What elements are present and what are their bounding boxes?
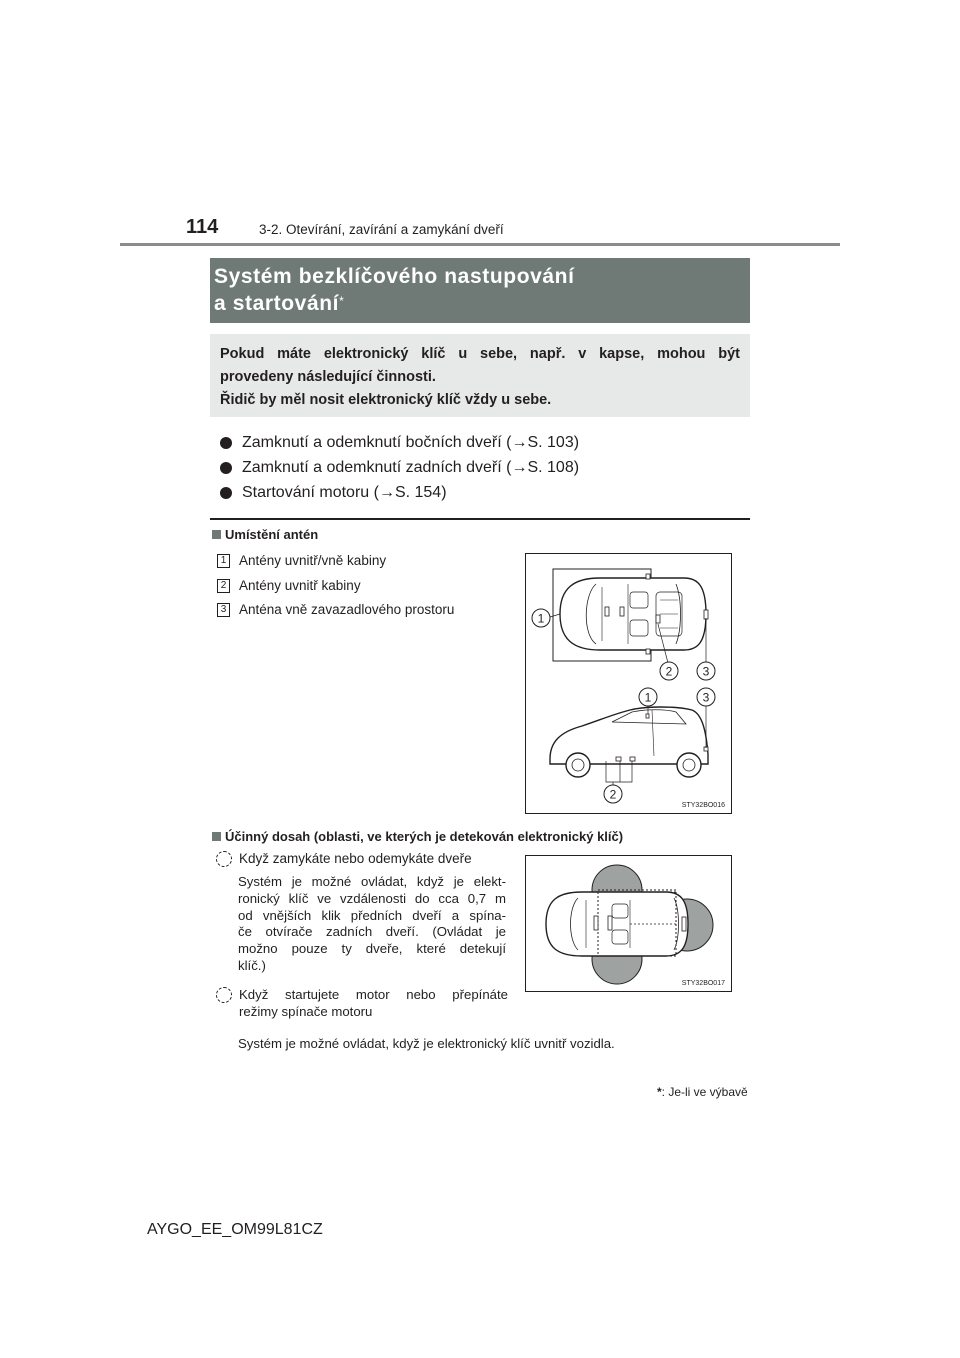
number-badge: 1 bbox=[217, 554, 230, 568]
range-diagram bbox=[526, 856, 731, 991]
antenna-figure bbox=[525, 553, 732, 814]
callout-3: 3 bbox=[702, 664, 710, 679]
feature-list bbox=[220, 430, 579, 505]
section-title: 3-2. Otevírání, zavírání a zamykání dveří bbox=[259, 222, 504, 237]
intro-line-3: Řidič by měl nosit elektronický klíč vždy u sebe. bbox=[220, 392, 552, 408]
bullet-icon bbox=[220, 437, 232, 449]
list-item: Startování motoru (→S. 154) bbox=[220, 480, 579, 505]
asterisk-mark: * bbox=[657, 1085, 662, 1099]
document-code: AYGO_EE_OM99L81CZ bbox=[147, 1221, 323, 1238]
dashed-circle-icon bbox=[216, 987, 232, 1003]
range-engine-text: Systém je možné ovládat, když je elektronický klíč uvnitř vozidla. bbox=[238, 1036, 615, 1051]
square-bullet-icon bbox=[212, 832, 221, 841]
callout-1-side: 1 bbox=[644, 690, 652, 705]
antenna-list bbox=[217, 549, 454, 623]
range-doors-text: Systém je možné ovládat, když je elekt- ronický klíč ve vzdálenosti do cca 0,7 m od vnějších klik předních dveří a spína- če otvírače zadních dveří. (Ovládat je možno pouze ty dveře, které detekují klíč.) bbox=[238, 874, 506, 973]
list-item: 3 Anténa vně zavazadlového prostoru bbox=[217, 598, 454, 623]
intro-line-2: provedeny následující činnosti. bbox=[220, 369, 436, 385]
square-bullet-icon bbox=[212, 530, 221, 539]
intro-line-1: Pokud máte elektronický klíč u sebe, např. v kapse, mohou být bbox=[220, 346, 740, 362]
intro-box bbox=[210, 334, 750, 417]
range-figure bbox=[525, 855, 732, 992]
header-rule bbox=[120, 243, 840, 246]
callout-2: 2 bbox=[665, 664, 673, 679]
callout-2-side: 2 bbox=[609, 787, 617, 802]
asterisk-mark: * bbox=[339, 294, 345, 308]
figure-code: STY32BO017 bbox=[681, 980, 725, 987]
number-badge: 2 bbox=[217, 579, 230, 593]
list-item: 1 Antény uvnitř/vně kabiny bbox=[217, 549, 454, 574]
dashed-circle-icon bbox=[216, 851, 232, 867]
range-heading: Účinný dosah (oblasti, ve kterých je detekován elektronický klíč) bbox=[212, 829, 623, 844]
page-title bbox=[210, 258, 750, 323]
title-line-2: a startování* bbox=[214, 292, 345, 315]
footnote: *: Je-li ve výbavě bbox=[657, 1085, 748, 1099]
bullet-icon bbox=[220, 487, 232, 499]
callout-3-side: 3 bbox=[702, 690, 710, 705]
title-line-1: Systém bezklíčového nastupování bbox=[214, 265, 575, 288]
range-item-doors: Když zamykáte nebo odemykáte dveře bbox=[216, 851, 472, 867]
section-divider bbox=[210, 518, 750, 520]
figure-code: STY32BO016 bbox=[681, 802, 725, 809]
list-item: Zamknutí a odemknutí zadních dveří (→S. 108) bbox=[220, 455, 579, 480]
antenna-diagram bbox=[526, 554, 731, 813]
bullet-icon bbox=[220, 462, 232, 474]
range-item-engine: Když startujete motor nebo přepínáte režimy spínače motoru bbox=[216, 987, 508, 1021]
list-item: Zamknutí a odemknutí bočních dveří (→S. 103) bbox=[220, 430, 579, 455]
list-item: 2 Antény uvnitř kabiny bbox=[217, 574, 454, 599]
callout-1: 1 bbox=[537, 611, 545, 626]
page-number: 114 bbox=[186, 216, 219, 238]
antenna-heading: Umístění antén bbox=[212, 527, 318, 542]
number-badge: 3 bbox=[217, 603, 230, 617]
